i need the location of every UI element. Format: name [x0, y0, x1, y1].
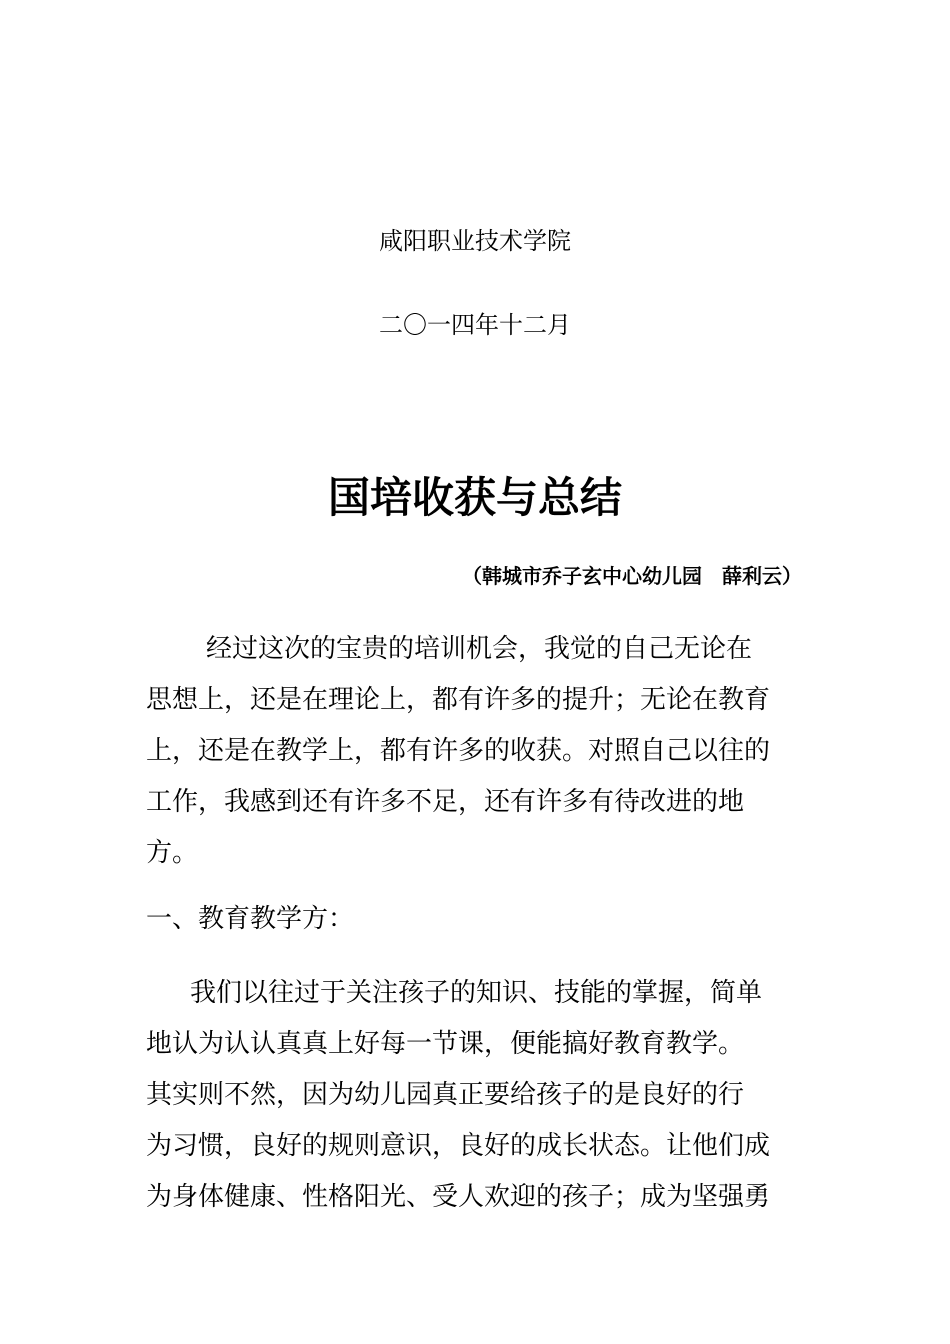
body-line: 其实则不然，因为幼儿园真正要给孩子的是良好的行 — [146, 1080, 745, 1110]
intro-paragraph — [146, 624, 806, 879]
institution-name: 咸阳职业技术学院 — [379, 227, 571, 255]
document-date: 二〇一四年十二月 — [379, 311, 571, 339]
intro-line: 方。 — [146, 838, 199, 868]
intro-line: 上，还是在教学上，都有许多的收获。对照自己以往的 — [146, 736, 771, 766]
body-line: 我们以往过于关注孩子的知识、技能的掌握，简单 — [190, 978, 763, 1008]
author-line: （韩城市乔子玄中心幼儿园 薛利云） — [462, 564, 802, 588]
document-title: 国培收获与总结 — [327, 473, 622, 522]
intro-line: 工作，我感到还有许多不足，还有许多有待改进的地 — [146, 787, 745, 817]
intro-line: 思想上，还是在理论上，都有许多的提升；无论在教育 — [146, 685, 771, 715]
intro-line: 经过这次的宝贵的培训机会，我觉的自己无论在 — [206, 634, 753, 664]
body-line: 地认为认认真真上好每一节课，便能搞好教育教学。 — [146, 1029, 745, 1059]
section-heading: 一、教育教学方： — [146, 904, 355, 934]
body-line: 为习惯，良好的规则意识，良好的成长状态。让他们成 — [146, 1131, 771, 1161]
body-line: 为身体健康、性格阳光、受人欢迎的孩子；成为坚强勇 — [146, 1182, 771, 1212]
body-paragraph — [146, 968, 806, 1223]
